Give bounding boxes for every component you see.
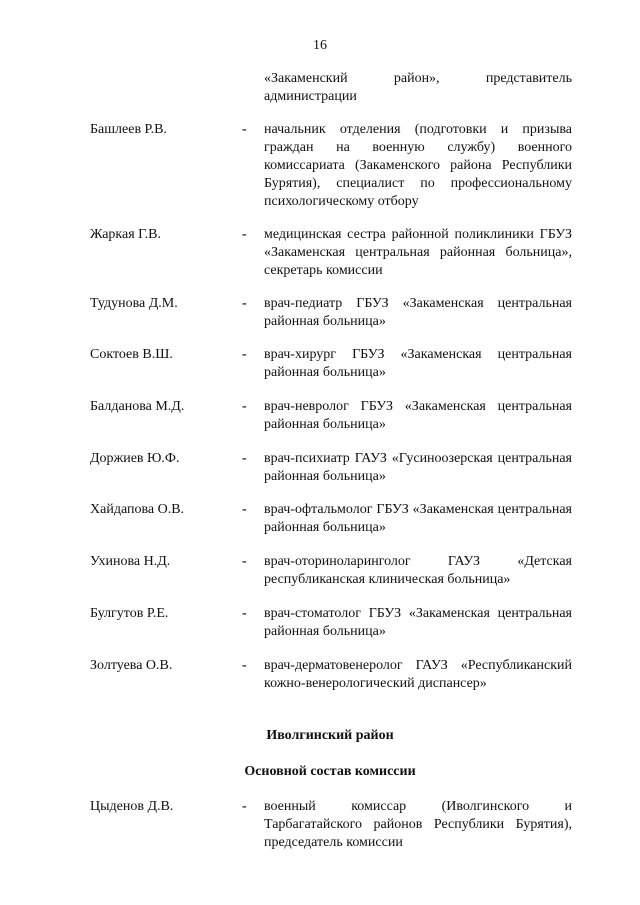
member-role: военный комиссар (Иволгинского и Тарбагатайского районов Республики Бурятия), председатель комиссии — [264, 799, 572, 850]
member-role: врач-дерматовенеролог ГАУЗ «Республиканский кожно-венерологический диспансер» — [264, 658, 572, 691]
member-role: медицинская сестра районной поликлиники ГБУЗ «Закаменская центральная районная больница», секретарь комиссии — [264, 227, 572, 278]
member-name: Жаркая Г.В. — [90, 227, 162, 242]
member-dash: - — [242, 502, 247, 517]
member-name: Ухинова Н.Д. — [90, 554, 171, 569]
district-heading: Иволгинский район — [266, 728, 394, 743]
member-dash: - — [242, 658, 247, 673]
member-role: врач-стоматолог ГБУЗ «Закаменская центральная районная больница» — [264, 606, 572, 639]
member-dash: - — [242, 554, 247, 569]
member-name: Тудунова Д.М. — [90, 296, 178, 311]
member-name: Соктоев В.Ш. — [90, 347, 173, 362]
member-name: Балданова М.Д. — [90, 399, 185, 414]
member-role: врач-психиатр ГАУЗ «Гусиноозерская центральная районная больница» — [264, 451, 572, 484]
member-role: врач-педиатр ГБУЗ «Закаменская центральная районная больница» — [264, 296, 572, 329]
member-dash: - — [242, 296, 247, 311]
continuation-text: «Закаменский район», представитель администрации — [264, 71, 572, 104]
member-dash: - — [242, 451, 247, 466]
member-name: Хайдапова О.В. — [90, 502, 185, 517]
member-name: Цыденов Д.В. — [90, 799, 174, 814]
member-dash: - — [242, 606, 247, 621]
member-name: Доржиев Ю.Ф. — [90, 451, 180, 466]
member-name: Золтуева О.В. — [90, 658, 173, 673]
section-heading: Основной состав комиссии — [244, 764, 416, 779]
member-name: Булгутов Р.Е. — [90, 606, 169, 621]
member-name: Башлеев Р.В. — [90, 122, 167, 137]
member-role: врач-хирург ГБУЗ «Закаменская центральная районная больница» — [264, 347, 572, 380]
member-role: врач-офтальмолог ГБУЗ «Закаменская центральная районная больница» — [264, 502, 572, 535]
member-role: начальник отделения (подготовки и призыва граждан на военную службу) военного комиссариата (Закаменского района Республики Бурятия), специалист по профессиональному психологическому отбору — [264, 122, 572, 209]
member-dash: - — [242, 799, 247, 814]
member-dash: - — [242, 227, 247, 242]
member-dash: - — [242, 347, 247, 362]
page-number: 16 — [313, 38, 327, 53]
member-dash: - — [242, 399, 247, 414]
member-dash: - — [242, 122, 247, 137]
member-role: врач-оториноларинголог ГАУЗ «Детская республиканская клиническая больница» — [264, 554, 572, 587]
member-role: врач-невролог ГБУЗ «Закаменская центральная районная больница» — [264, 399, 572, 432]
